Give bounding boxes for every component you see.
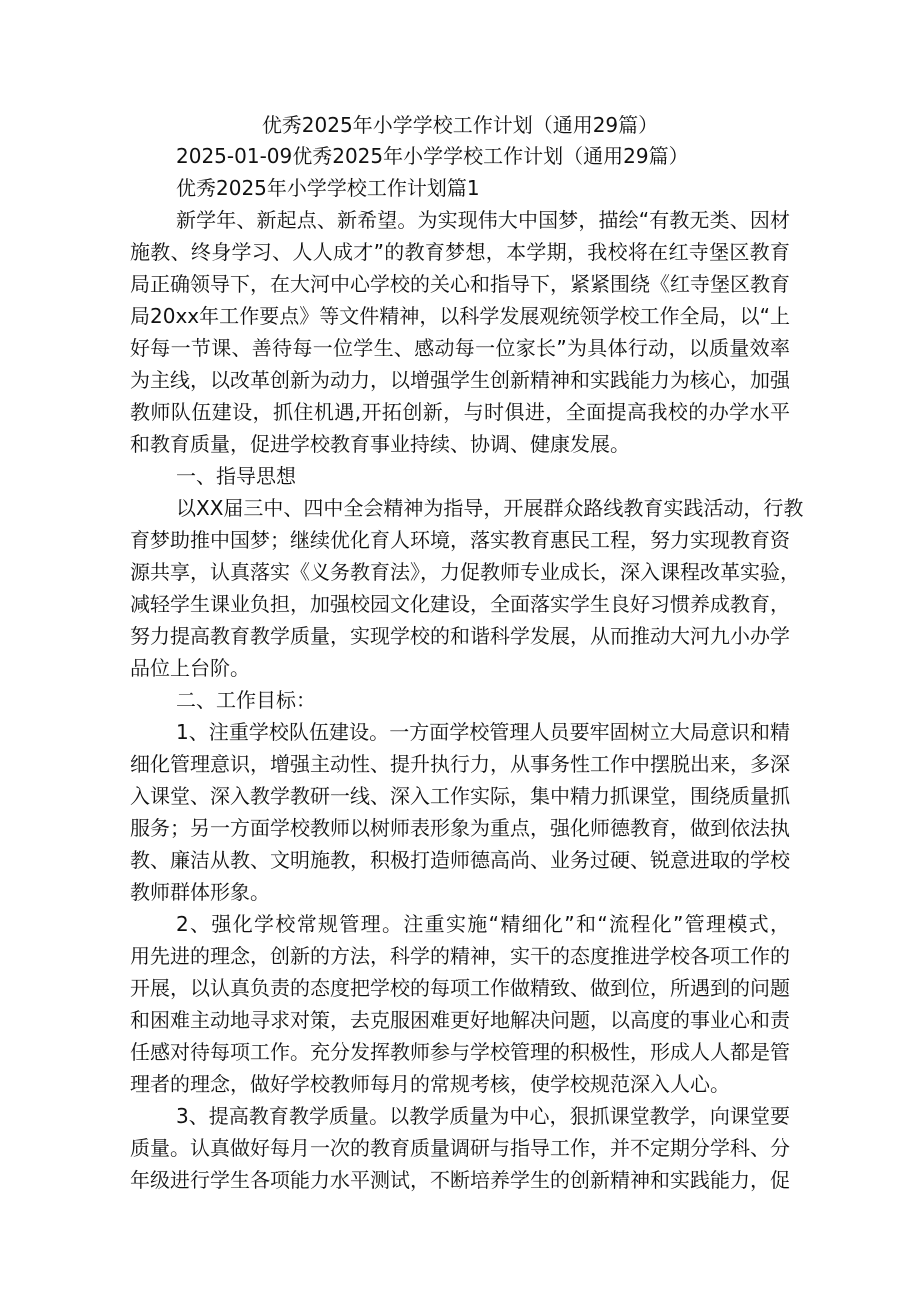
paragraph-line: 2、强化学校常规管理。注重实施“精细化”和“流程化”管理模式， [176,912,790,936]
paragraph-line: 细化管理意识，增强主动性、提升执行力，从事务性工作中摆脱出来，多深 [130,752,790,776]
paragraph-line: 品位上台阶。 [130,656,250,680]
paragraph-line: 质量。认真做好每月一次的教育质量调研与指导工作，并不定期分学科、分 [130,1136,790,1160]
document-title: 优秀2025年小学学校工作计划（通用29篇） [261,113,659,137]
paragraph-line: 和困难主动地寻求对策，去克服困难更好地解决问题，以高度的事业心和责 [130,1008,790,1032]
paragraph-line: 育梦助推中国梦；继续优化育人环境，落实教育惠民工程，努力实现教育资 [130,528,790,552]
section-subtitle: 优秀2025年小学学校工作计划篇1 [176,176,480,200]
paragraph-line: 开展，以认真负责的态度把学校的每项工作做精致、做到位，所遇到的问题 [130,976,790,1000]
paragraph-line: 3、提高教育教学质量。以教学质量为中心，狠抓课堂教学，向课堂要 [176,1104,790,1128]
meta-line: 2025-01-09优秀2025年小学学校工作计划（通用29篇） [176,144,689,168]
section-heading: 二、工作目标： [176,688,316,712]
paragraph-line: 用先进的理念，创新的方法，科学的精神，实干的态度推进学校各项工作的 [130,944,790,968]
paragraph-line: 入课堂、深入教学教研一线、深入工作实际，集中精力抓课堂，围绕质量抓 [130,784,790,808]
paragraph-line: 局20xx年工作要点》等文件精神，以科学发展观统领学校工作全局，以“上 [130,304,790,328]
paragraph-line: 新学年、新起点、新希望。为实现伟大中国梦，描绘“有教无类、因材 [176,208,790,232]
paragraph-line: 1、注重学校队伍建设。一方面学校管理人员要牢固树立大局意识和精 [176,720,790,744]
paragraph-line: 局正确领导下，在大河中心学校的关心和指导下，紧紧围绕《红寺堡区教育 [130,272,790,296]
paragraph-line: 教师群体形象。 [130,880,270,904]
paragraph-line: 好每一节课、善待每一位学生、感动每一位家长”为具体行动，以质量效率 [130,336,790,360]
paragraph-line: 施教、终身学习、人人成才”的教育梦想，本学期，我校将在红寺堡区教育 [130,240,790,264]
paragraph-line: 服务；另一方面学校教师以树师表形象为重点，强化师德教育，做到依法执 [130,816,790,840]
section-heading: 一、指导思想 [176,464,296,488]
paragraph-line: 减轻学生课业负担，加强校园文化建设，全面落实学生良好习惯养成教育， [130,592,790,616]
paragraph-line: 教、廉洁从教、文明施教，积极打造师德高尚、业务过硬、锐意进取的学校 [130,848,790,872]
paragraph-line: 以XX届三中、四中全会精神为指导，开展群众路线教育实践活动，行教 [176,496,804,520]
paragraph-line: 和教育质量，促进学校教育事业持续、协调、健康发展。 [130,432,630,456]
paragraph-line: 理者的理念，做好学校教师每月的常规考核，使学校规范深入人心。 [130,1072,730,1096]
paragraph-line: 努力提高教育教学质量，实现学校的和谐科学发展，从而推动大河九小办学 [130,624,790,648]
paragraph-line: 为主线，以改革创新为动力，以增强学生创新精神和实践能力为核心，加强 [130,368,790,392]
paragraph-line: 教师队伍建设，抓住机遇,开拓创新，与时俱进，全面提高我校的办学水平 [130,400,790,424]
paragraph-line: 年级进行学生各项能力水平测试，不断培养学生的创新精神和实践能力，促 [130,1168,790,1192]
paragraph-line: 源共享，认真落实《义务教育法》，力促教师专业成长，深入课程改革实验， [130,560,800,584]
paragraph-line: 任感对待每项工作。充分发挥教师参与学校管理的积极性，形成人人都是管 [130,1040,790,1064]
